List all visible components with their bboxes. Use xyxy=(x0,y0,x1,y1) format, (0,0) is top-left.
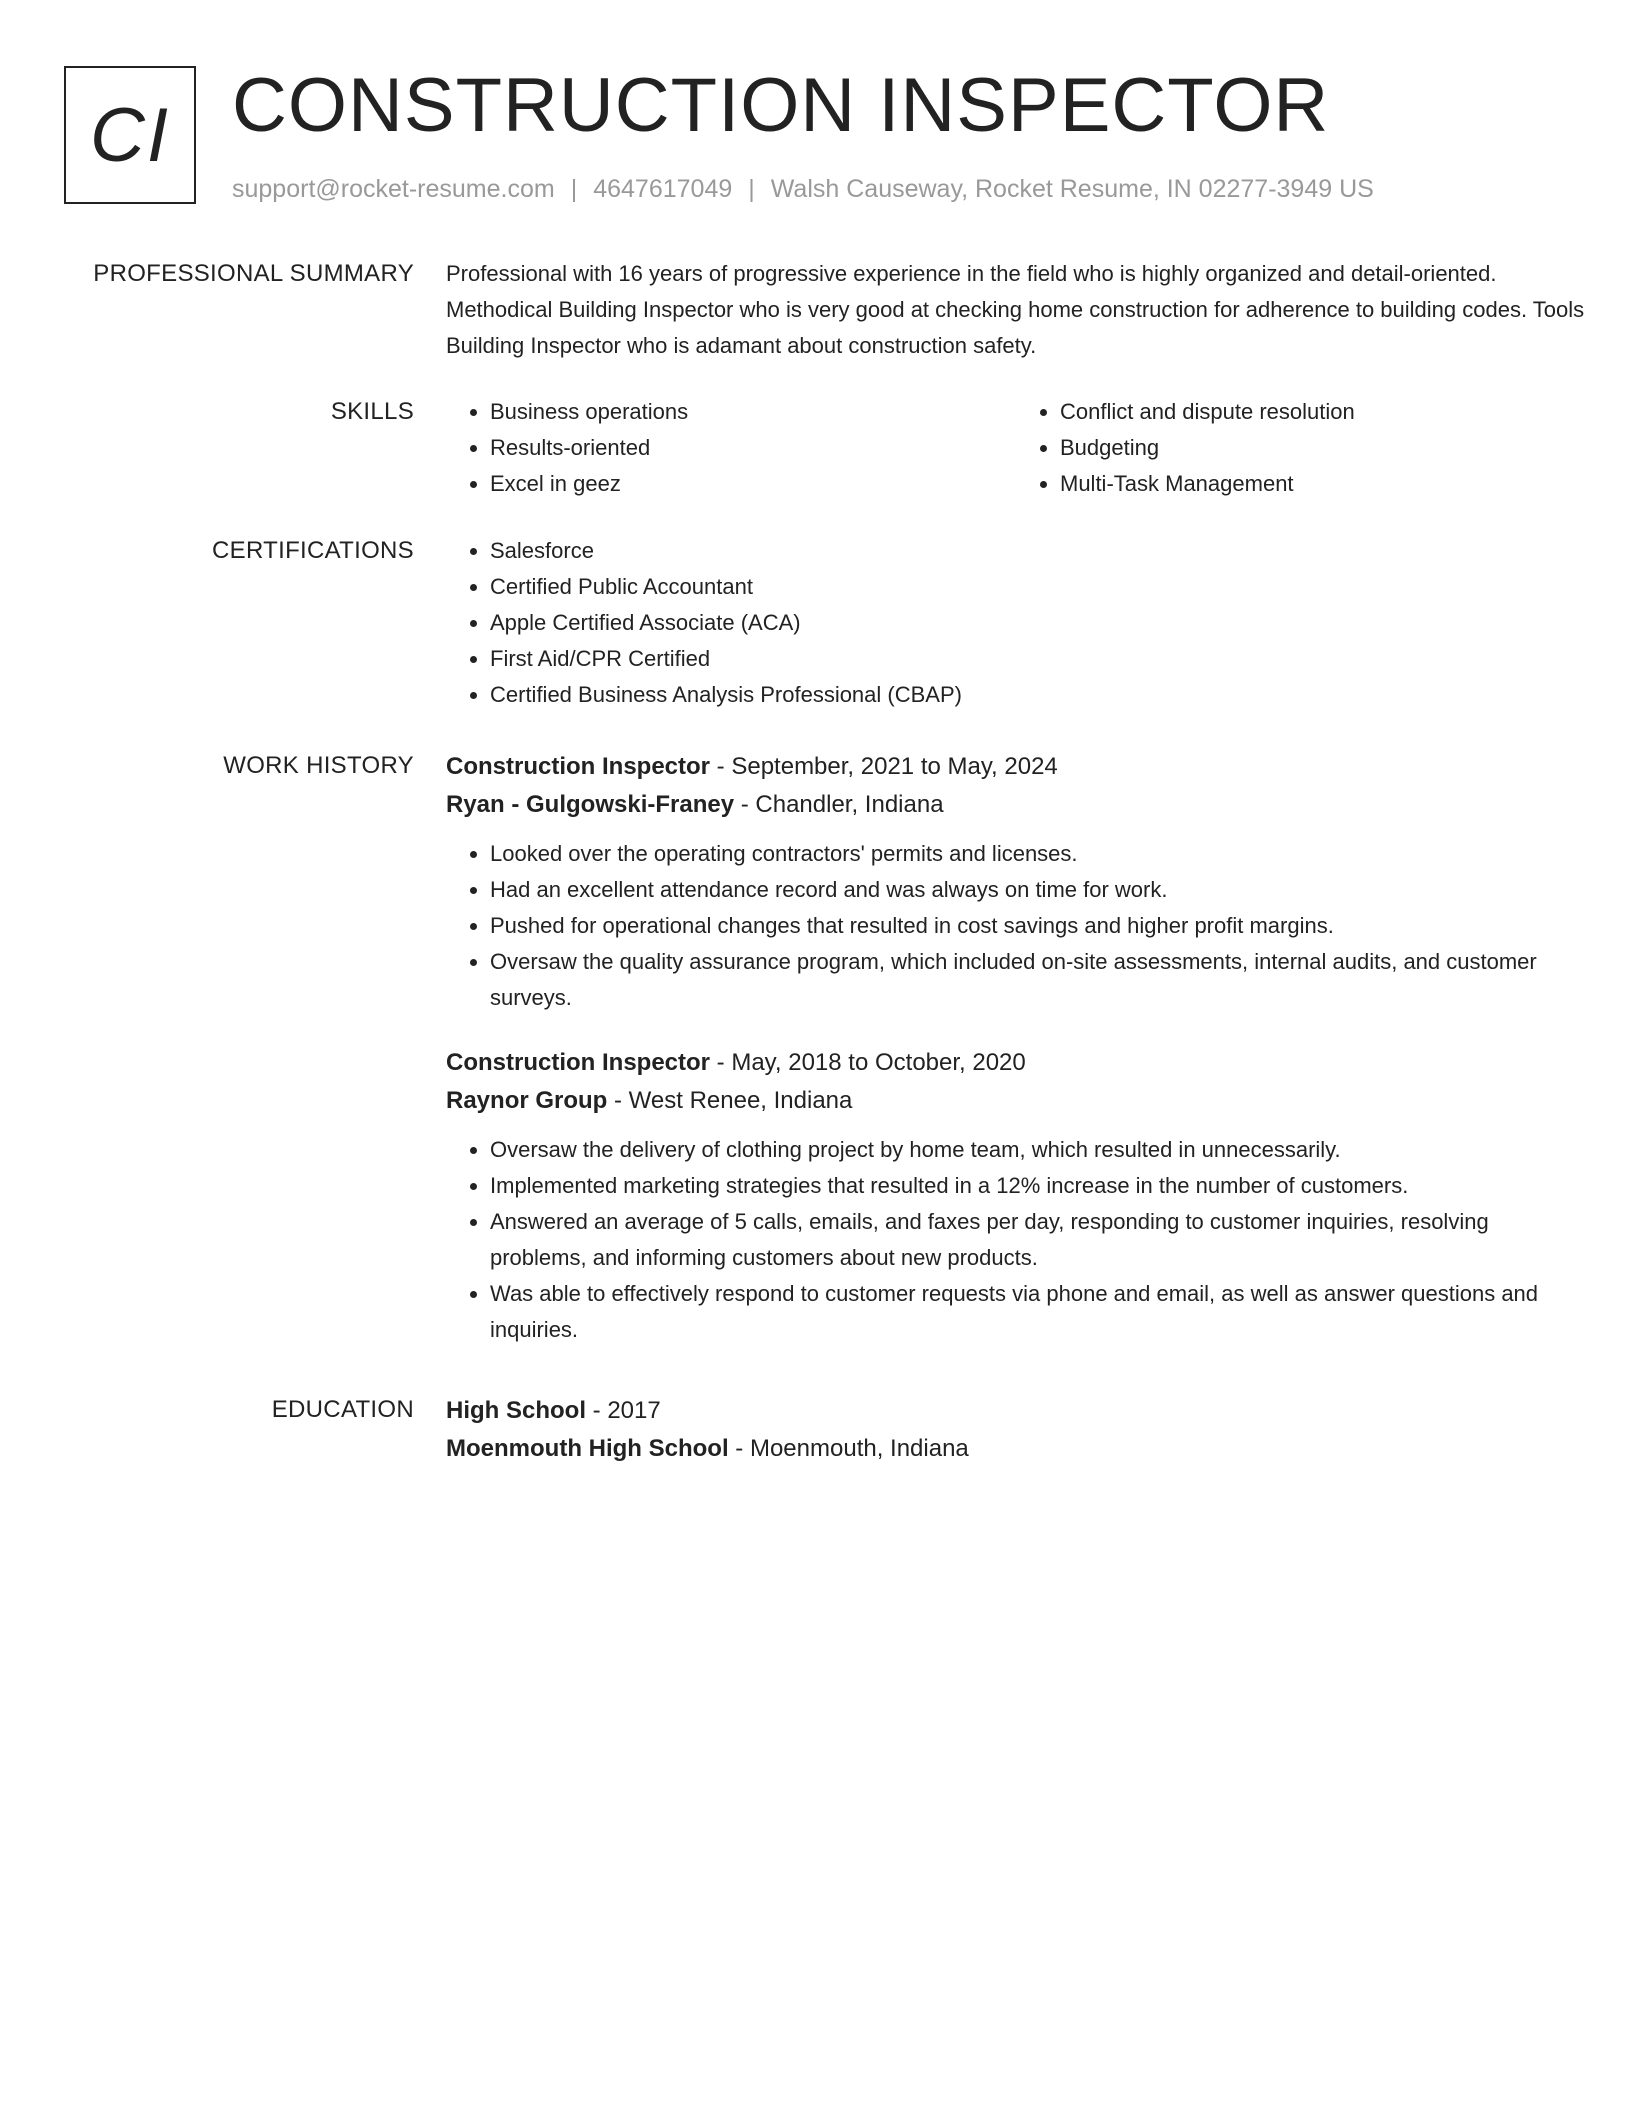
job-title: Construction Inspector xyxy=(446,1049,711,1076)
contact-separator: | xyxy=(570,175,578,203)
education-school-line xyxy=(446,1430,1586,1468)
job-title: Construction Inspector xyxy=(446,753,711,780)
monogram-box xyxy=(64,66,196,204)
job-dates: - May, 2018 to October, 2020 xyxy=(710,1049,1026,1076)
work-history-heading: WORK HISTORY xyxy=(223,752,414,779)
job-bullet: • Implemented marketing strategies that resulted in a 12% increase in the number of customers. xyxy=(490,1168,1586,1204)
certifications-body xyxy=(446,533,1586,713)
summary-heading: PROFESSIONAL SUMMARY xyxy=(93,260,414,287)
job-bullet: • Answered an average of 5 calls, emails, and faxes per day, responding to customer inquiries, resolving problems, and informing customers about new products. xyxy=(490,1204,1586,1276)
summary-body xyxy=(446,256,1586,364)
certifications-section xyxy=(64,533,1584,723)
certification-item: • Certified Public Accountant xyxy=(490,569,1586,605)
job-entry xyxy=(446,748,1586,1016)
certification-item: • Certified Business Analysis Professional (CBAP) xyxy=(490,677,1586,713)
skill-item: • Business operations xyxy=(490,394,1016,430)
skills-list-left xyxy=(446,394,1016,502)
education-section xyxy=(64,1392,1584,1482)
certification-item: • Apple Certified Associate (ACA) xyxy=(490,605,1586,641)
certification-item: • First Aid/CPR Certified xyxy=(490,641,1586,677)
job-title-line xyxy=(446,748,1586,786)
education-school: Moenmouth High School xyxy=(446,1435,729,1462)
summary-text: Professional with 16 years of progressive experience in the field who is highly organized and detail-oriented. Methodical Building Inspector who is very good at checking home construction for adherence to building codes. Tools Building Inspector who is adamant about construction safety. xyxy=(446,261,1585,358)
job-bullet: • Looked over the operating contractors' permits and licenses. xyxy=(490,836,1586,872)
job-entry xyxy=(446,1044,1586,1348)
skills-body xyxy=(446,394,1586,502)
skill-item: • Excel in geez xyxy=(490,466,1016,502)
education-location: - Moenmouth, Indiana xyxy=(728,1435,969,1462)
monogram-text: CI xyxy=(90,92,170,178)
skill-item: • Results-oriented xyxy=(490,430,1016,466)
contact-line xyxy=(232,174,1374,204)
job-bullet: • Was able to effectively respond to customer requests via phone and email, as well as answer questions and inquiries. xyxy=(490,1276,1586,1348)
job-company: Ryan - Gulgowski-Franey xyxy=(446,791,735,818)
job-location: - West Renee, Indiana xyxy=(607,1087,853,1114)
certification-item: • Salesforce xyxy=(490,533,1586,569)
education-body xyxy=(446,1392,1586,1468)
job-bullets xyxy=(446,1132,1586,1348)
job-company-line xyxy=(446,786,1586,824)
job-company-line xyxy=(446,1082,1586,1120)
skills-heading: SKILLS xyxy=(330,398,414,425)
education-degree-line xyxy=(446,1392,1586,1430)
contact-phone[interactable]: 4647617049 xyxy=(593,175,733,203)
job-bullet: • Pushed for operational changes that resulted in cost savings and higher profit margins. xyxy=(490,908,1586,944)
certifications-heading: CERTIFICATIONS xyxy=(212,537,414,564)
job-bullets xyxy=(446,836,1586,1016)
work-history-body xyxy=(446,748,1586,1376)
skill-item: • Multi-Task Management xyxy=(1060,466,1586,502)
job-title-line xyxy=(446,1044,1586,1082)
skill-item: • Budgeting xyxy=(1060,430,1586,466)
skill-item: • Conflict and dispute resolution xyxy=(1060,394,1586,430)
education-year: - 2017 xyxy=(586,1397,661,1424)
skills-section xyxy=(64,394,1584,504)
contact-email[interactable]: support@rocket-resume.com xyxy=(232,175,555,203)
job-bullet: • Had an excellent attendance record and was always on time for work. xyxy=(490,872,1586,908)
job-bullet: • Oversaw the quality assurance program, which included on-site assessments, internal audits, and customer surveys. xyxy=(490,944,1586,1016)
skills-list-right xyxy=(1016,394,1586,502)
education-heading: EDUCATION xyxy=(271,1396,414,1423)
resume-header xyxy=(64,64,1584,214)
job-bullet: • Oversaw the delivery of clothing project by home team, which resulted in unnecessarily. xyxy=(490,1132,1586,1168)
work-history-section xyxy=(64,748,1584,1388)
summary-section xyxy=(64,256,1584,366)
contact-address: Walsh Causeway, Rocket Resume, IN 02277-3949 US xyxy=(770,175,1374,203)
job-location: - Chandler, Indiana xyxy=(734,791,944,818)
certifications-list xyxy=(446,533,1586,713)
resume-name: CONSTRUCTION INSPECTOR xyxy=(232,63,1330,148)
job-dates: - September, 2021 to May, 2024 xyxy=(710,753,1058,780)
education-degree: High School xyxy=(446,1397,586,1424)
contact-separator: | xyxy=(748,175,755,203)
job-company: Raynor Group xyxy=(446,1087,608,1114)
